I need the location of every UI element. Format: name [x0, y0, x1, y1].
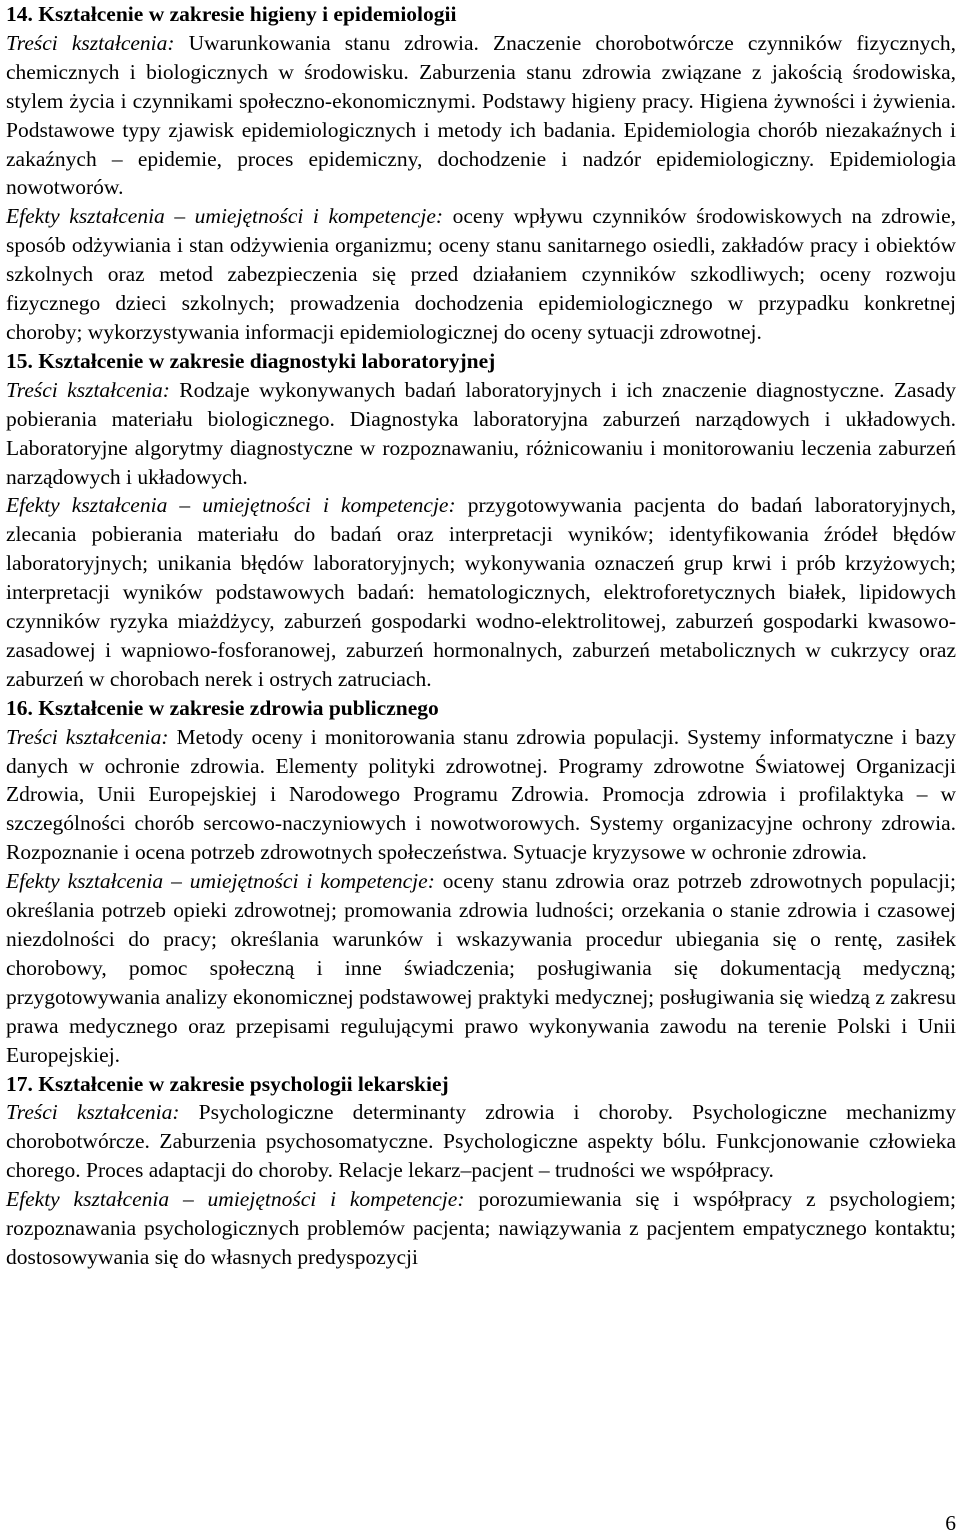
section-heading: 17. Kształcenie w zakresie psychologii lekarskiej — [6, 1071, 449, 1096]
effects-paragraph — [6, 1185, 956, 1272]
section-heading: 14. Kształcenie w zakresie higieny i epidemiologii — [6, 2, 457, 26]
effects-lead: Efekty kształcenia – umiejętności i kompetencje: — [6, 204, 444, 229]
content-lead: Treści kształcenia: — [6, 377, 170, 402]
content-paragraph — [6, 29, 956, 202]
effects-lead: Efekty kształcenia – umiejętności i kompetencje: — [6, 493, 456, 518]
effects-text: oceny stanu zdrowia oraz potrzeb zdrowotnych populacji; określania potrzeb opieki zdrowotnej; promowania zdrowia ludności; orzekania o stanie zdrowia i czasowej niezdolności do pracy; określania warunków i wskazywania procedur ubiegania się o rentę, zasiłek chorobowy, pomoc społeczną i inne świadczenia; posługiwania się dokumentacją medyczną; przygotowywania analizy ekonomicznej podstawowej praktyki medycznej; posługiwania się wiedzą z zakresu prawa medycznego oraz przepisami regulującymi prawo wykonywania zawodu na terenie Polski i Unii Europejskiej. — [6, 869, 956, 1067]
effects-paragraph — [6, 867, 956, 1069]
section-medical-psychology — [6, 1070, 956, 1272]
effects-lead: Efekty kształcenia – umiejętności i kompetencje: — [6, 869, 435, 894]
effects-text: oceny wpływu czynników środowiskowych na zdrowie, sposób odżywiania i stan odżywienia organizmu; oceny stanu sanitarnego osiedli, zakładów pracy i obiektów szkolnych oraz metod zabezpieczenia się przed działaniem czynników szkodliwych; oceny rozwoju fizycznego dzieci szkolnych; prowadzenia dochodzenia epidemiologicznego w przypadku konkretnej choroby; wykorzystywania informacji epidemiologicznej do oceny sytuacji zdrowotnej. — [6, 204, 956, 344]
content-lead: Treści kształcenia: — [6, 30, 175, 55]
content-text: Rodzaje wykonywanych badań laboratoryjnych i ich znaczenie diagnostyczne. Zasady pobierania materiału biologicznego. Diagnostyka laboratoryjna zaburzeń narządowych i układowych. Laboratoryjne algorytmy diagnostyczne w rozpoznawaniu, różnicowaniu i monitorowaniu leczenia zaburzeń narządowych i układowych. — [6, 377, 956, 489]
section-laboratory-diagnostics — [6, 347, 956, 694]
effects-lead: Efekty kształcenia – umiejętności i kompetencje: — [6, 1187, 465, 1212]
section-hygiene-epidemiology — [6, 0, 956, 347]
effects-text: przygotowywania pacjenta do badań laboratoryjnych, zlecania pobierania materiału do badań oraz interpretacji wyników; identyfikowania źródeł błędów laboratoryjnych; unikania błędów laboratoryjnych; wykonywania oznaczeń grup krwi i prób krzyżowych; interpretacji wyników podstawowych badań: hematologicznych, elektroforetycznych białek, lipidowych czynników ryzyka miażdżycy, zaburzeń gospodarki wodno-elektrolitowej, zaburzeń gospodarki kwasowo-zasadowej i wapniowo-fosforanowej, zaburzeń hormonalnych, zaburzeń metabolicznych w cukrzycy oraz zaburzeń w chorobach nerek i ostrych zatruciach. — [6, 493, 956, 691]
section-public-health — [6, 694, 956, 1070]
content-text: Uwarunkowania stanu zdrowia. Znaczenie chorobotwórcze czynników fizycznych, chemicznych i biologicznych w środowisku. Zaburzenia stanu zdrowia związane z jakością środowiska, stylem życia i czynnikami społeczno-ekonomicznymi. Podstawy higieny pracy. Higiena żywności i żywienia. Podstawowe typy zjawisk epidemiologicznych i metody ich badania. Epidemiologia chorób niezakaźnych i zakaźnych – epidemie, proces epidemiczny, dochodzenie i nadzór epidemiologiczny. Epidemiologia nowotworów. — [6, 30, 956, 200]
effects-paragraph — [6, 202, 956, 347]
document-page — [6, 0, 956, 1272]
content-paragraph — [6, 376, 956, 492]
content-text: Metody oceny i monitorowania stanu zdrowia populacji. Systemy informatyczne i bazy danych w ochronie zdrowia. Elementy polityki zdrowotnej. Programy zdrowotne Światowej Organizacji Zdrowia, Unii Europejskiej i Narodowego Programu Zdrowia. Promocja zdrowia i profilaktyka – w szczególności chorób sercowo-naczyniowych i nowotworowych. Systemy organizacyjne ochrony zdrowia. Rozpoznanie i ocena potrzeb zdrowotnych społeczeństwa. Sytuacje kryzysowe w ochronie zdrowia. — [6, 724, 956, 865]
content-paragraph — [6, 1098, 956, 1185]
section-heading: 16. Kształcenie w zakresie zdrowia publicznego — [6, 695, 439, 720]
content-lead: Treści kształcenia: — [6, 1100, 180, 1125]
content-text: Psychologiczne determinanty zdrowia i choroby. Psychologiczne mechanizmy chorobotwórcze. Zaburzenia psychosomatyczne. Psychologiczne aspekty bólu. Funkcjonowanie człowieka chorego. Proces adaptacji do choroby. Relacje lekarz–pacjent – trudności we współpracy. — [6, 1100, 956, 1183]
section-heading: 15. Kształcenie w zakresie diagnostyki laboratoryjnej — [6, 348, 496, 373]
page-number: 6 — [945, 1511, 956, 1535]
content-lead: Treści kształcenia: — [6, 724, 169, 749]
content-paragraph — [6, 723, 956, 868]
effects-paragraph — [6, 491, 956, 693]
effects-text: porozumiewania się i współpracy z psychologiem; rozpoznawania psychologicznych problemów pacjenta; nawiązywania z pacjentem empatycznego kontaktu; dostosowywania się do własnych predyspozycji — [6, 1187, 956, 1269]
